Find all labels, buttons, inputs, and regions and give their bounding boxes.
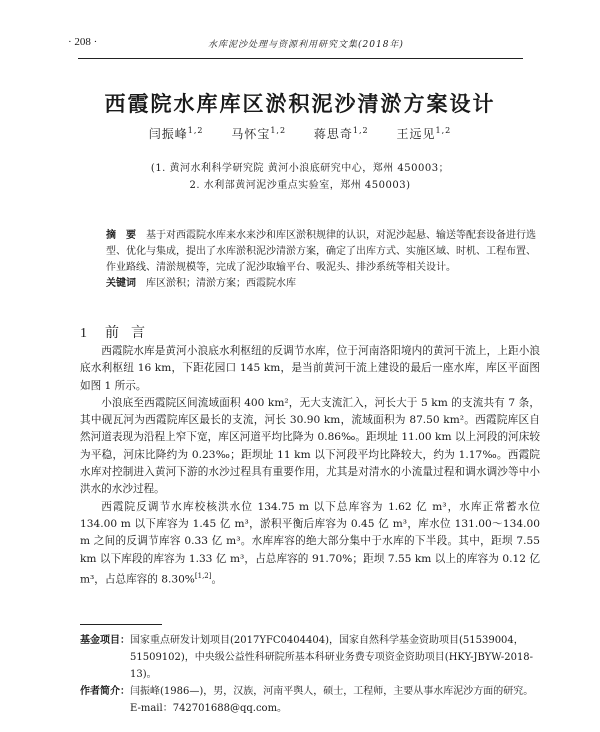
funding-label: 基金项目： — [80, 635, 130, 646]
author-name: 马怀宝 — [231, 127, 271, 141]
abstract — [106, 228, 538, 276]
paper-title: 西霞院水库库区淤积泥沙清淤方案设计 — [104, 92, 496, 116]
section-number: 1 — [80, 326, 87, 341]
section-heading — [80, 322, 157, 342]
keywords-label: 关键词 — [106, 278, 136, 289]
citation: [1,2] — [194, 571, 212, 580]
author — [149, 127, 204, 141]
running-title: 水库泥沙处理与资源利用研究文集(2018年) — [208, 40, 404, 50]
author — [396, 127, 451, 141]
author-affiliation-mark: 1,2 — [352, 126, 369, 135]
affiliation-2: 2. 水利部黄河泥沙重点实验室，郑州 450003) — [189, 180, 411, 191]
header-divider — [78, 58, 523, 59]
author — [231, 127, 286, 141]
author-name: 王远见 — [396, 127, 436, 141]
author-affiliation-mark: 1,2 — [187, 126, 204, 135]
abstract-label: 摘 要 — [106, 230, 136, 241]
paragraph-text: 西霞院反调节水库校核洪水位 134.75 m 以下总库容为 1.62 亿 m³，水库正常蓄水位 134.00 m 以下库容为 1.45 亿 m³，淤积平衡后库容为 0.45 亿 m³，库水位 131.00～134.00 m 之间的反调节库容 0.33 亿 m³。水库库容的绝大部分集中于水库的下半段。其中，距坝 7.55 km 以下库段的库容为 1.33 亿 m³，占总库容的 91.70%；距坝 7.55 km 以上的库容为 0.12 亿 m³，占总库容的 8.30% — [80, 500, 540, 586]
author-affiliation-mark: 1,2 — [435, 126, 452, 135]
abstract-text: 基于对西霞院水库来水来沙和库区淤积规律的认识，对泥沙起悬、输送等配套设备进行选型、优化与集成，提出了水库淤积泥沙清淤方案，确定了出库方式、实施区域、时机、工程布置、作业路线、清淤规模等，完成了泥沙取输平台、吸泥头、排沙系统等相关设计。 — [106, 230, 536, 273]
section-title: 前言 — [105, 325, 157, 341]
author-bio-note — [80, 683, 540, 717]
author-bio-text: 闫振峰(1986—)，男，汉族，河南平舆人，硕士，工程师，主要从事水库泥沙方面的研究。E-mail：742701688@qq.com。 — [130, 686, 534, 714]
funding-text: 国家重点研发计划项目(2017YFC0404404)，国家自然科学基金资助项目(51539004，51509102)，中央级公益性科研院所基本科研业务费专项资金资助项目(HKY-JBYW-2018-13)。 — [130, 635, 534, 680]
author-bio-label: 作者简介： — [80, 686, 130, 697]
paragraph-end: 。 — [211, 573, 223, 586]
page-number: · 208 · — [68, 36, 98, 48]
paragraph: 西霞院水库是黄河小浪底水利枢纽的反调节水库，位于河南洛阳境内的黄河干流上，上距小浪底水利枢纽 16 km，下距花园口 145 km，是当前黄河干流上建设的最后一座水库，库区平面图如图 1 所示。 — [80, 345, 540, 392]
author-name: 闫振峰 — [148, 127, 188, 141]
abstract-block — [106, 228, 538, 292]
author-affiliation-mark: 1,2 — [270, 126, 287, 135]
paragraph — [80, 499, 540, 589]
author-list — [0, 125, 600, 142]
footnotes — [80, 632, 540, 717]
author-name: 蒋思奇 — [313, 127, 353, 141]
affiliation-1: (1. 黄河水利科学研究院 黄河小浪底研究中心，郑州 450003； — [150, 163, 450, 174]
keywords-text: 库区淤积；清淤方案；西霞院水库 — [146, 278, 296, 289]
author — [314, 127, 369, 141]
body-text — [80, 343, 540, 589]
footnote-divider — [80, 624, 162, 625]
funding-note — [80, 632, 540, 683]
paragraph: 小浪底至西霞院区间流域面积 400 km²，无大支流汇入，河长大于 5 km 的支流共有 7 条，其中砚瓦河为西霞院库区最长的支流，河长 30.90 km，流域面积为 87.50 km²。西霞院库区自然河道表现为沿程上窄下宽，库区河道平均比降为 0.86‰。距坝址 11.00 km 以上河段的河床较为平稳，河床比降约为 0.23‰；距坝址 11 km 以下河段平均比降较大，约为 1.17‰。西霞院水库对控制进入黄河下游的水沙过程具有重要作用，尤其是对清水的小流量过程和调水调沙等中小洪水的水沙过程。 — [80, 396, 540, 496]
keywords — [106, 276, 538, 292]
